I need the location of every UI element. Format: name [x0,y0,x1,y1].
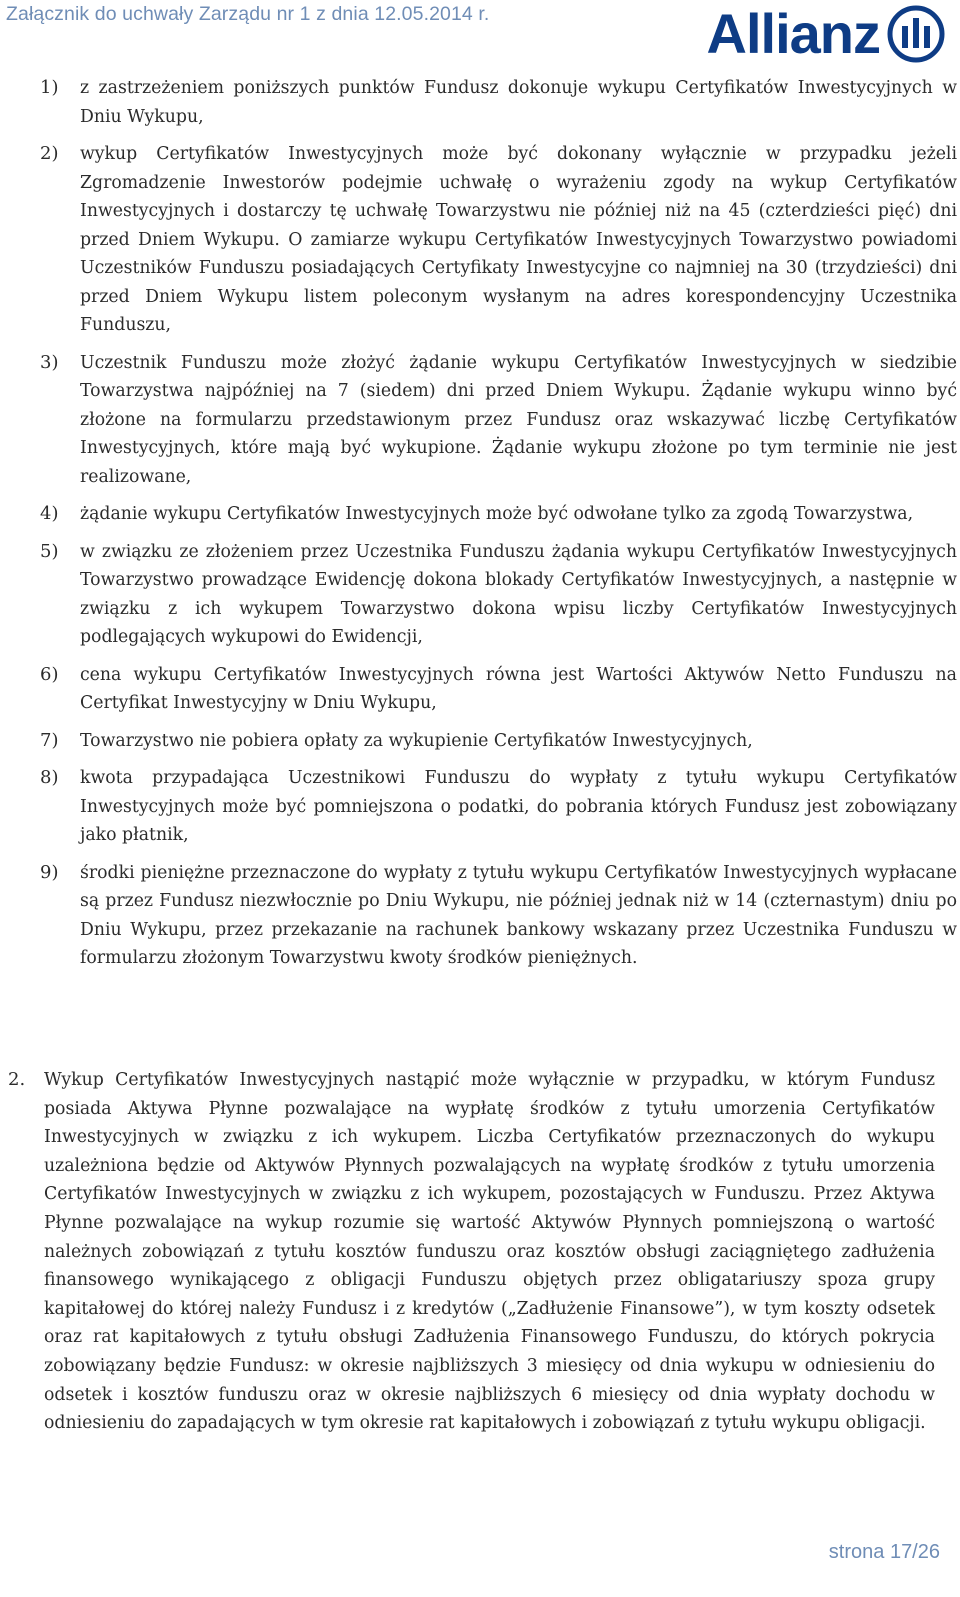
paragraph-number: 2. [8,1069,26,1090]
list-number: 5) [40,540,59,562]
page-number: strona 17/26 [828,1541,940,1563]
list-item [40,140,960,340]
list-number: 4) [40,503,59,524]
attachment-note: Załącznik do uchwały Zarządu nr 1 z dnia 12.05.2014 r. [6,3,490,25]
list-item [40,727,960,756]
list-item [40,859,960,973]
list-text: z zastrzeżeniem poniższych punktów Fundusz dokonuje wykupu Certyfikatów Inwestycyjnych w Dniu Wykupu, [80,78,957,127]
list-text: żądanie wykupu Certyfikatów Inwestycyjnych może być odwołane tylko za zgodą Towarzystwa, [80,504,914,524]
list-item [40,764,960,850]
allianz-eagle-icon [886,4,946,64]
list-text: w związku ze złożeniem przez Uczestnika Funduszu żądania wykupu Certyfikatów Inwestycyjnych Towarzystwo prowadzące Ewidencję dokona blokady Certyfikatów Inwestycyjnych, a następnie w związku z ich wykupem Towarzystwo dokona wpisu liczby Certyfikatów Inwestycyjnych podlegających wykupowi do Ewidencji, [80,541,957,647]
list-text: kwota przypadająca Uczestnikowi Funduszu do wypłaty z tytułu wykupu Certyfikatów Inwestycyjnych może być pomniejszona o podatki, do pobrania których Fundusz jest zobowiązany jako płatnik, [80,768,957,845]
list-text: Uczestnik Funduszu może złożyć żądanie wykupu Certyfikatów Inwestycyjnych w siedzibie Towarzystwa najpóźniej na 7 (siedem) dni przed Dniem Wykupu. Żądanie wykupu winno być złożone na formularzu przedstawionym przez Fundusz oraz wskazywać liczbę Certyfikatów Inwestycyjnych, które mają być wykupione. Żądanie wykupu złożone po tym terminie nie jest realizowane, [80,352,957,487]
list-number: 7) [40,729,59,751]
list-text: Towarzystwo nie pobiera opłaty za wykupienie Certyfikatów Inwestycyjnych, [80,730,753,751]
list-number: 3) [40,351,59,373]
allianz-logo [707,0,946,68]
list-item [40,349,960,492]
list-item [40,74,960,131]
list-number: 9) [40,861,59,883]
list-text: cena wykupu Certyfikatów Inwestycyjnych równa jest Wartości Aktywów Netto Funduszu na Certyfikat Inwestycyjny w Dniu Wykupu, [80,664,957,713]
list-number: 2) [40,143,59,164]
list-text: środki pieniężne przeznaczone do wypłaty z tytułu wykupu Certyfikatów Inwestycyjnych wypłacane są przez Fundusz niezwłocznie po Dniu Wykupu, nie później jednak niż w 14 (czternastym) dniu po Dniu Wykupu, przez przekazanie na rachunek bankowy wskazany przez Uczestnika Funduszu w formularzu złożonym Towarzystwu kwoty środków pieniężnych. [80,862,957,968]
list-item [40,500,960,529]
list-number: 1) [40,77,59,98]
list-number: 6) [40,663,59,685]
logo-text: Allianz [706,2,880,65]
list-item [40,661,960,718]
list-text: wykup Certyfikatów Inwestycyjnych może być dokonany wyłącznie w przypadku jeżeli Zgromadzenie Inwestorów podejmie uchwałę o wyrażeniu zgody na wykup Certyfikatów Inwestycyjnych i dostarczy tę uchwałę Towarzystwu nie później niż na 45 (czterdzieści pięć) dni przed Dniem Wykupu. O zamiarze wykupu Certyfikatów Inwestycyjnych Towarzystwo powiadomi Uczestników Funduszu posiadających Certyfikaty Inwestycyjne co najmniej na 30 (trzydzieści) dni przed Dniem Wykupu listem poleconym wysłanym na adres korespondencyjny Uczestnika Funduszu, [80,144,957,335]
section-paragraph [8,1066,953,1438]
paragraph-text: Wykup Certyfikatów Inwestycyjnych nastąpić może wyłącznie w przypadku, w którym Fundusz posiada Aktywa Płynne pozwalające na wypłatę środków z tytułu umorzenia Certyfikatów Inwestycyjnych w związku z ich wykupem. Liczba Certyfikatów przeznaczonych do wykupu uzależniona będzie od Aktywów Płynnych pozwalających na wypłatę środków z tytułu umorzenia Certyfikatów Inwestycyjnych w związku z ich wykupem, pozostających w Funduszu. Przez Aktywa Płynne pozwalające na wykup rozumie się wartość Aktywów Płynnych pomniejszoną o wartość należnych zobowiązań z tytułu kosztów funduszu oraz kosztów obsługi zaciągniętego zadłużenia finansowego wynikającego z obligacji Funduszu objętych przez obligatariuszy spoza grupy kapitałowej do której należy Fundusz i z kredytów („Zadłużenie Finansowe”), w tym koszty odsetek oraz rat kapitałowych z tytułu obsługi Zadłużenia Finansowego Funduszu, do których pokrycia zobowiązany będzie Fundusz: w okresie najbliższych 3 miesięcy od dnia wykupu w odniesieniu do odsetek i kosztów funduszu oraz w okresie najbliższych 6 miesięcy od dnia wypłaty dochodu w odniesieniu do zapadających w tym okresie rat kapitałowych i zobowiązań z tytułu wykupu obligacji. [44,1070,935,1434]
list-item [40,538,960,652]
numbered-list [40,74,960,982]
list-number: 8) [40,767,59,788]
